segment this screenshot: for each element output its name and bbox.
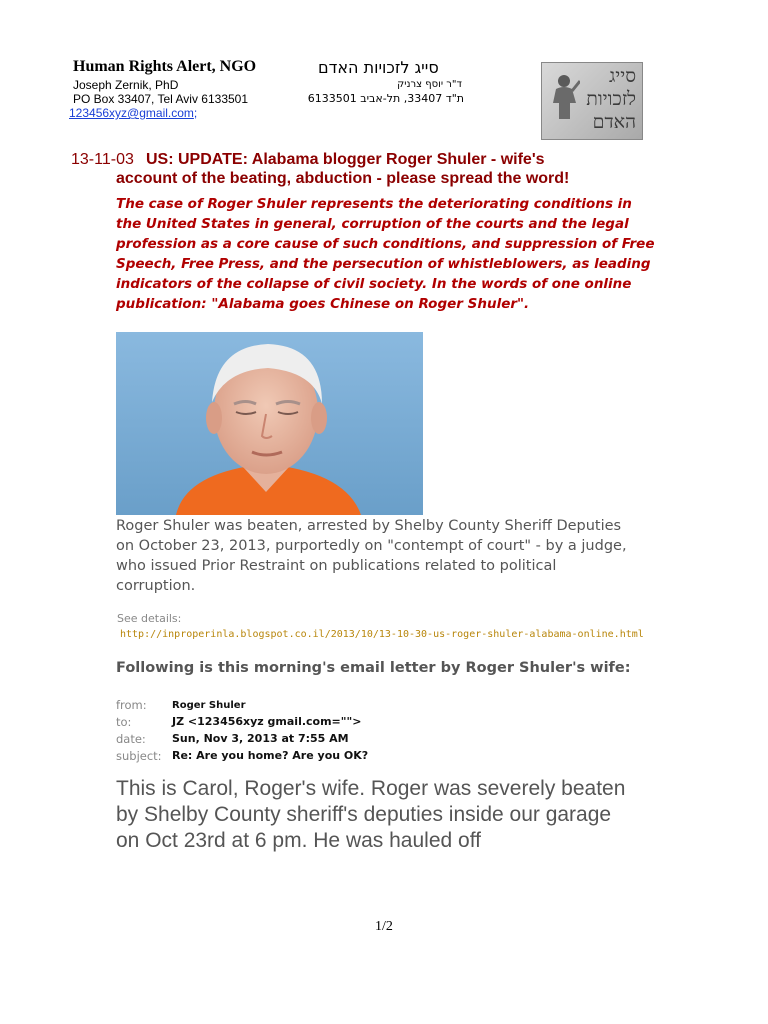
headline-line-1: US: UPDATE: Alabama blogger Roger Shuler - wife's — [146, 151, 545, 168]
email-link[interactable]: 123456xyz@gmail.com — [69, 106, 194, 120]
logo-line: לזכויות — [586, 88, 636, 110]
from-label: from: — [116, 698, 147, 712]
logo-line: האדם — [592, 111, 636, 133]
to-label: to: — [116, 715, 132, 729]
contact-email — [69, 106, 197, 120]
address-en: PO Box 33407, Tel Aviv 6133501 — [73, 92, 249, 106]
org-name-he: סייג לזכויות האדם — [318, 58, 439, 77]
person-name-he: ד"ר יוסף צרניק — [397, 79, 462, 90]
subject-label: subject: — [116, 749, 162, 763]
intro-paragraph: The case of Roger Shuler represents the deteriorating conditions in the United States in general, corruption of the courts and the legal profession as a core cause of such conditions, and suppression of Free Speech, Free Press, and the persecution of whistleblowers, as leading indicators of the collapse of civil society. In the words of one online publication: "Alabama goes Chinese on Roger Shuler". — [116, 196, 655, 312]
org-name-en: Human Rights Alert, NGO — [73, 58, 257, 75]
subject-value: Re: Are you home? Are you OK? — [172, 749, 369, 762]
address-he: ת"ד 33407, תל-אביב 6133501 — [307, 92, 464, 105]
headline-line-2: account of the beating, abduction - please spread the word! — [116, 170, 570, 187]
person-name-en: Joseph Zernik, PhD — [73, 78, 179, 92]
photo-caption: Roger Shuler was beaten, arrested by Shelby County Sheriff Deputies on October 23, 2013, purportedly on "contempt of court" - by a judge, who issued Prior Restraint on publications related to political corruption. — [116, 518, 627, 594]
headline-date: 13-11-03 — [71, 151, 134, 168]
logo-line: סייג — [608, 65, 636, 87]
logo-text — [562, 65, 636, 134]
details-link[interactable]: http://inproperinla.blogspot.co.il/2013/10/13-10-30-us-roger-shuler-alabama-online.html — [120, 629, 644, 640]
from-value: Roger Shuler — [172, 700, 246, 711]
email-body-text: This is Carol, Roger's wife. Roger was severely beaten by Shelby County sheriff's deputies inside our garage on Oct 23rd at 6 pm. He was hauled off — [116, 777, 626, 852]
page-number: 1/2 — [375, 919, 393, 934]
date-value: Sun, Nov 3, 2013 at 7:55 AM — [172, 732, 349, 745]
mugshot-image — [116, 332, 423, 515]
following-heading: Following is this morning's email letter by Roger Shuler's wife: — [116, 660, 631, 676]
org-logo — [541, 62, 643, 140]
to-value: JZ <123456xyz gmail.com=""> — [172, 715, 362, 728]
see-details-label: See details: — [117, 612, 182, 625]
mugshot-photo — [116, 332, 423, 515]
date-label: date: — [116, 732, 146, 746]
email-suffix: ; — [193, 106, 198, 120]
